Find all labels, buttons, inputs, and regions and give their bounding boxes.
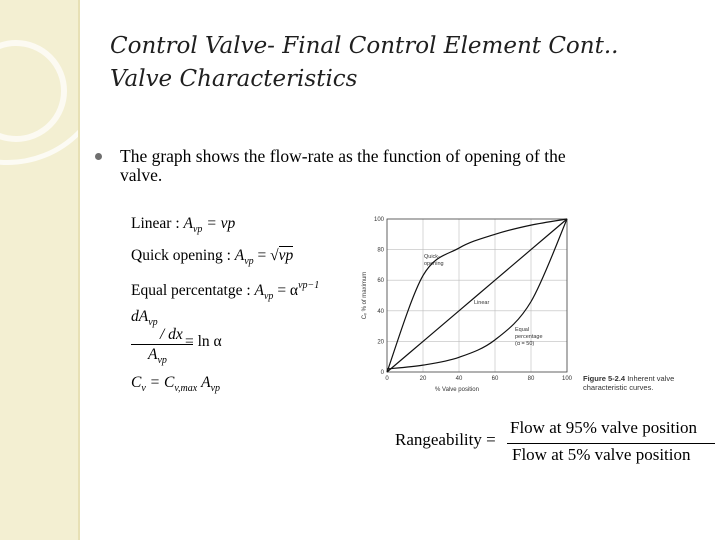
equation-symbol: A (254, 282, 264, 299)
series-label-equal-percentage: Equal (515, 327, 530, 333)
x-tick-label: 20 (419, 376, 427, 382)
x-tick-label: 100 (561, 376, 573, 382)
x-axis-label: % Valve position (435, 387, 479, 393)
x-tick-label: 0 (385, 376, 389, 382)
equation-subscript: vp (157, 355, 167, 366)
series-label-equal-percentage: percentage (515, 334, 543, 340)
x-tick-label: 60 (491, 376, 499, 382)
rangeability-label: Rangeability = (395, 430, 496, 449)
rangeability-equation (395, 418, 720, 468)
equation-label: Linear : (131, 215, 180, 232)
equation-subscript: vp (148, 317, 158, 328)
equation-symbol: A (183, 215, 193, 232)
bullet-text: The graph shows the flow-rate as the function of opening of the valve. (120, 146, 566, 185)
equation-subscript: v (141, 383, 146, 394)
equation-subscript: vp (210, 383, 221, 394)
equation-rhs: = α (277, 282, 299, 299)
x-tick-label: 40 (455, 376, 463, 382)
equation-rhs: = √ (257, 247, 279, 264)
equation-subscript: vp (263, 291, 274, 302)
equation-subscript: v,max (174, 383, 198, 394)
y-tick-label: 60 (377, 278, 384, 285)
equation-exponent: vp−1 (298, 280, 320, 291)
y-tick-label: 40 (377, 308, 384, 315)
fraction-bar (507, 443, 715, 444)
y-tick-label: 100 (373, 217, 384, 223)
equation-symbol: dA (131, 308, 149, 325)
equation-symbol: / dx (160, 326, 183, 343)
slide-title: Control Valve- Final Control Element Cont.. Valve Characteristics (110, 33, 619, 92)
radicand: vp (278, 247, 294, 264)
equation-rhs: = vp (206, 215, 236, 232)
caption-figure-number: Figure 5-2.4 (583, 374, 626, 383)
equation-symbol: C (131, 374, 142, 391)
x-tick-label: 80 (527, 376, 535, 382)
equation-rhs: = ln α (185, 333, 222, 350)
equation-symbol: A (148, 346, 158, 363)
series-label-linear: Linear (474, 300, 490, 306)
series-label-quick-opening: opening (424, 261, 444, 267)
equation-symbol: A (201, 374, 211, 391)
series-label-quick-opening: Quick- (424, 254, 440, 260)
equation-subscript: vp (192, 224, 203, 235)
y-tick-label: 80 (377, 247, 384, 254)
equation-subscript: vp (244, 256, 254, 267)
equation-label: Quick opening : (131, 247, 231, 264)
caption-text: Inherent valve characteristic curves. (583, 374, 675, 392)
y-tick-label: 20 (377, 339, 384, 346)
equation-rhs: = C (149, 374, 175, 391)
rangeability-numerator: Flow at 95% valve position (510, 418, 697, 437)
y-axis-label: Cᵥ % of maximum (362, 271, 368, 320)
figure-caption (583, 374, 693, 392)
equation-symbol: A (234, 247, 245, 264)
equation-label: Equal percentatge : (131, 282, 251, 299)
rangeability-denominator: Flow at 5% valve position (512, 445, 691, 464)
series-label-equal-percentage: (α = 50) (515, 341, 535, 347)
y-tick-label: 0 (380, 370, 384, 376)
